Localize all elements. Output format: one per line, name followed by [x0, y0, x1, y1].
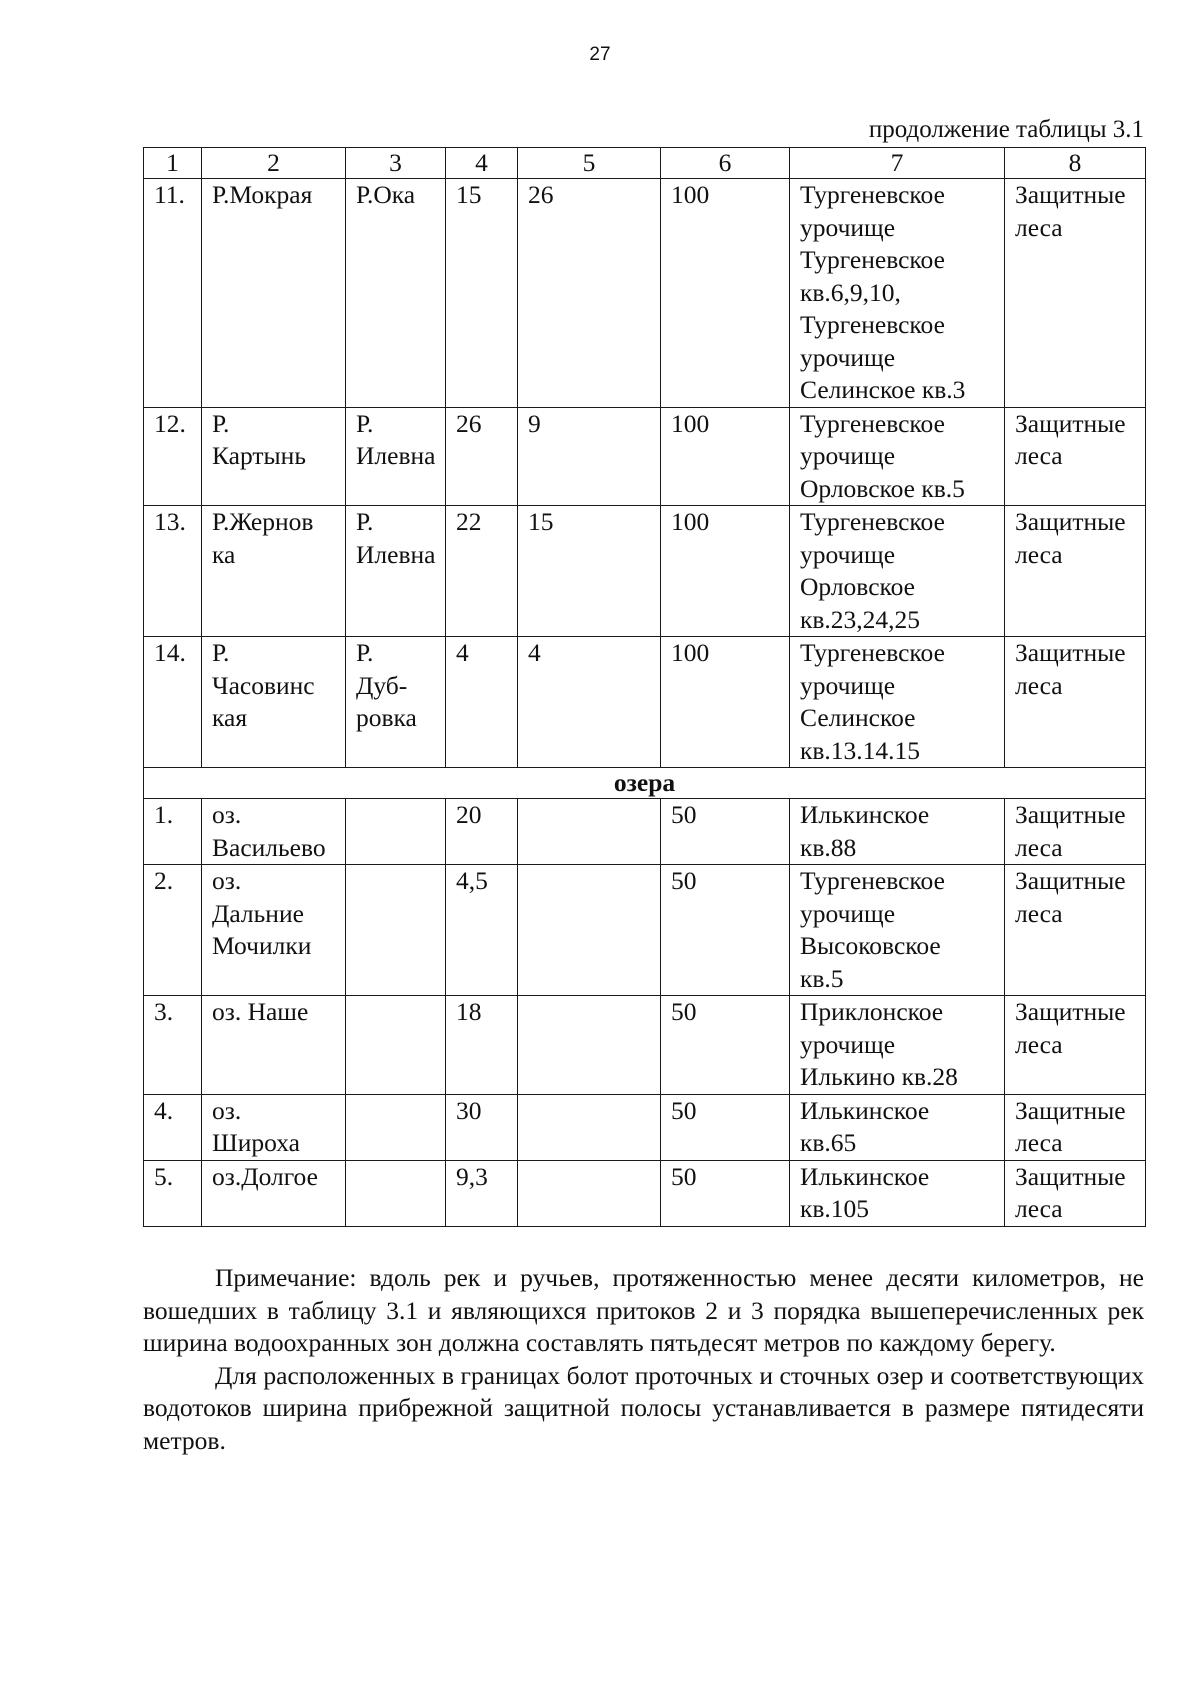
location-cell — [790, 865, 1005, 996]
location-line: кв.88 — [800, 832, 857, 862]
location-cell — [790, 996, 1005, 1095]
row-number: 5. — [144, 1160, 202, 1226]
receiving-river — [346, 407, 446, 506]
forest-category-cell — [1005, 1094, 1146, 1160]
table-row — [144, 179, 1146, 408]
cell-col6: 100 — [661, 506, 790, 637]
location-cell — [790, 506, 1005, 637]
into-line: Илевна — [356, 441, 436, 470]
note-paragraph: Примечание: вдоль рек и ручьев, протяженностью менее десяти километров, не вошедших в таблицу 3.1 и являющихся притоков 2 и 3 порядка вышеперечисленных рек ширина водоохранных зон должна составлять пятьдесят метров по каждому берегу. — [143, 1263, 1144, 1357]
location-line: Тургеневское — [800, 507, 945, 536]
page-number: 27 — [589, 44, 611, 65]
location-line: кв.5 — [800, 963, 844, 993]
location-line: Орловское — [800, 572, 915, 601]
location-line: Илькино кв.28 — [800, 1062, 958, 1091]
category-line: Защитные — [1015, 1161, 1126, 1191]
receiving-river — [346, 996, 446, 1095]
cell-col6: 100 — [661, 637, 790, 768]
location-cell — [790, 637, 1005, 768]
cell-col4: 18 — [446, 996, 518, 1095]
column-header: 8 — [1005, 148, 1146, 179]
location-line: Тургеневское — [800, 638, 945, 667]
name-line: Р. — [212, 408, 230, 438]
cell-col4: 20 — [446, 799, 518, 865]
table-row — [144, 407, 1146, 506]
header-row — [144, 148, 1146, 179]
name-line: Дальние — [212, 898, 304, 928]
location-line: Илькинское — [800, 1161, 930, 1191]
column-header: 4 — [446, 148, 518, 179]
location-line: Тургеневское — [800, 245, 945, 274]
cell-col6: 50 — [661, 1094, 790, 1160]
column-header: 5 — [518, 148, 661, 179]
location-line: Селинское кв.3 — [800, 375, 966, 404]
name-line: Мочилки — [212, 931, 312, 960]
category-line: леса — [1015, 670, 1063, 700]
location-line: урочище — [800, 342, 896, 372]
into-line: Р. — [356, 507, 374, 536]
location-line: урочище — [800, 212, 896, 242]
cell-col6: 50 — [661, 865, 790, 996]
location-line: кв.23,24,25 — [800, 604, 921, 634]
location-line: Илькинское — [800, 800, 930, 829]
into-line: Илевна — [356, 539, 436, 569]
cell-col4: 15 — [446, 179, 518, 408]
receiving-river: Р.Ока — [346, 179, 446, 408]
cell-col6: 100 — [661, 179, 790, 408]
table-row — [144, 506, 1146, 637]
cell-col4: 4,5 — [446, 865, 518, 996]
row-number: 4. — [144, 1094, 202, 1160]
location-line: урочище — [800, 1029, 896, 1059]
name-line: оз. — [212, 800, 242, 829]
category-line: Защитные — [1015, 180, 1126, 209]
category-line: Защитные — [1015, 800, 1126, 829]
column-header: 7 — [790, 148, 1005, 179]
table-row — [144, 865, 1146, 996]
location-line: урочище — [800, 539, 896, 569]
name-line: ка — [212, 539, 236, 569]
row-number: 14. — [144, 637, 202, 768]
into-line: Р. — [356, 638, 374, 667]
water-body-name — [202, 506, 346, 637]
location-line: кв.65 — [800, 1128, 857, 1157]
water-body-name: Р.Мокрая — [202, 179, 346, 408]
location-line: Приклонское — [800, 997, 944, 1026]
forest-category-cell — [1005, 637, 1146, 768]
category-line: леса — [1015, 539, 1063, 569]
category-line: Защитные — [1015, 866, 1126, 895]
cell-col5 — [518, 1094, 661, 1160]
forest-category-cell — [1005, 799, 1146, 865]
cell-col6: 50 — [661, 799, 790, 865]
cell-col5: 15 — [518, 506, 661, 637]
category-line: Защитные — [1015, 1095, 1126, 1125]
name-line: оз. — [212, 1095, 242, 1125]
receiving-river — [346, 637, 446, 768]
receiving-river — [346, 1094, 446, 1160]
forest-category-cell — [1005, 865, 1146, 996]
category-line: леса — [1015, 832, 1063, 862]
row-number: 2. — [144, 865, 202, 996]
name-line: Р. — [212, 638, 230, 667]
table-row — [144, 637, 1146, 768]
category-line: леса — [1015, 212, 1063, 242]
water-body-name — [202, 407, 346, 506]
location-line: урочище — [800, 670, 896, 700]
cell-col4: 4 — [446, 637, 518, 768]
section-row — [144, 768, 1146, 799]
location-line: Илькинское — [800, 1095, 930, 1125]
table-row — [144, 1160, 1146, 1226]
name-line: оз. — [212, 866, 242, 895]
column-header: 2 — [202, 148, 346, 179]
forest-category-cell — [1005, 179, 1146, 408]
name-line: Часовинс — [212, 670, 315, 700]
name-line: кая — [212, 703, 248, 732]
category-line: леса — [1015, 441, 1063, 470]
table-caption: продолжение таблицы 3.1 — [868, 116, 1144, 143]
cell-col4: 22 — [446, 506, 518, 637]
forest-category-cell — [1005, 407, 1146, 506]
row-number: 3. — [144, 996, 202, 1095]
cell-col5: 26 — [518, 179, 661, 408]
cell-col6: 50 — [661, 1160, 790, 1226]
row-number: 1. — [144, 799, 202, 865]
location-line: Тургеневское — [800, 866, 945, 895]
location-line: урочище — [800, 441, 896, 470]
section-title-lakes: озера — [144, 768, 1146, 799]
water-bodies-table — [143, 147, 1146, 1227]
water-body-name: оз.Долгое — [202, 1160, 346, 1226]
water-body-name — [202, 637, 346, 768]
location-cell — [790, 1094, 1005, 1160]
water-body-name — [202, 799, 346, 865]
receiving-river — [346, 799, 446, 865]
row-number: 13. — [144, 506, 202, 637]
cell-col5: 4 — [518, 637, 661, 768]
location-line: Тургеневское — [800, 180, 945, 209]
location-line: кв.6,9,10, — [800, 277, 901, 307]
name-line: Картынь — [212, 441, 306, 470]
location-cell — [790, 179, 1005, 408]
note-block — [143, 1262, 1144, 1457]
receiving-river — [346, 865, 446, 996]
table-row — [144, 1094, 1146, 1160]
water-body-name — [202, 1094, 346, 1160]
name-line: Широха — [212, 1128, 300, 1157]
category-line: Защитные — [1015, 408, 1126, 438]
forest-category-cell — [1005, 996, 1146, 1095]
category-line: леса — [1015, 1029, 1063, 1059]
location-line: Высоковское — [800, 931, 941, 960]
category-line: Защитные — [1015, 507, 1126, 536]
receiving-river — [346, 1160, 446, 1226]
location-cell — [790, 1160, 1005, 1226]
row-number: 12. — [144, 407, 202, 506]
forest-category-cell — [1005, 1160, 1146, 1226]
cell-col4: 26 — [446, 407, 518, 506]
column-header: 1 — [144, 148, 202, 179]
location-line: Селинское — [800, 703, 916, 732]
into-line: ровка — [356, 703, 417, 732]
cell-col5 — [518, 996, 661, 1095]
cell-col5: 9 — [518, 407, 661, 506]
category-line: Защитные — [1015, 997, 1126, 1026]
water-body-name — [202, 865, 346, 996]
location-cell — [790, 799, 1005, 865]
cell-col6: 100 — [661, 407, 790, 506]
water-body-name: оз. Наше — [202, 996, 346, 1095]
table-row — [144, 996, 1146, 1095]
location-line: Орловское кв.5 — [800, 473, 965, 503]
cell-col5 — [518, 865, 661, 996]
cell-col5 — [518, 1160, 661, 1226]
row-number: 11. — [144, 179, 202, 408]
receiving-river — [346, 506, 446, 637]
into-line: Дуб- — [356, 670, 408, 700]
cell-col4: 9,3 — [446, 1160, 518, 1226]
column-header: 6 — [661, 148, 790, 179]
category-line: леса — [1015, 1194, 1063, 1223]
location-cell — [790, 407, 1005, 506]
column-header: 3 — [346, 148, 446, 179]
cell-col6: 50 — [661, 996, 790, 1095]
table-row — [144, 799, 1146, 865]
into-line: Р. — [356, 408, 374, 438]
location-line: Тургеневское — [800, 310, 945, 339]
category-line: леса — [1015, 1128, 1063, 1157]
location-line: урочище — [800, 898, 896, 928]
name-line: Р.Жернов — [212, 507, 314, 536]
cell-col4: 30 — [446, 1094, 518, 1160]
location-line: кв.13.14.15 — [800, 735, 921, 765]
category-line: Защитные — [1015, 638, 1126, 667]
note-paragraph: Для расположенных в границах болот проточных и сточных озер и соответствующих водотоков ширина прибрежной защитной полосы устанавливается в размере пятидесяти метров. — [143, 1360, 1144, 1455]
location-line: кв.105 — [800, 1194, 870, 1223]
category-line: леса — [1015, 898, 1063, 928]
location-line: Тургеневское — [800, 408, 945, 438]
forest-category-cell — [1005, 506, 1146, 637]
cell-col5 — [518, 799, 661, 865]
name-line: Васильево — [212, 832, 326, 862]
